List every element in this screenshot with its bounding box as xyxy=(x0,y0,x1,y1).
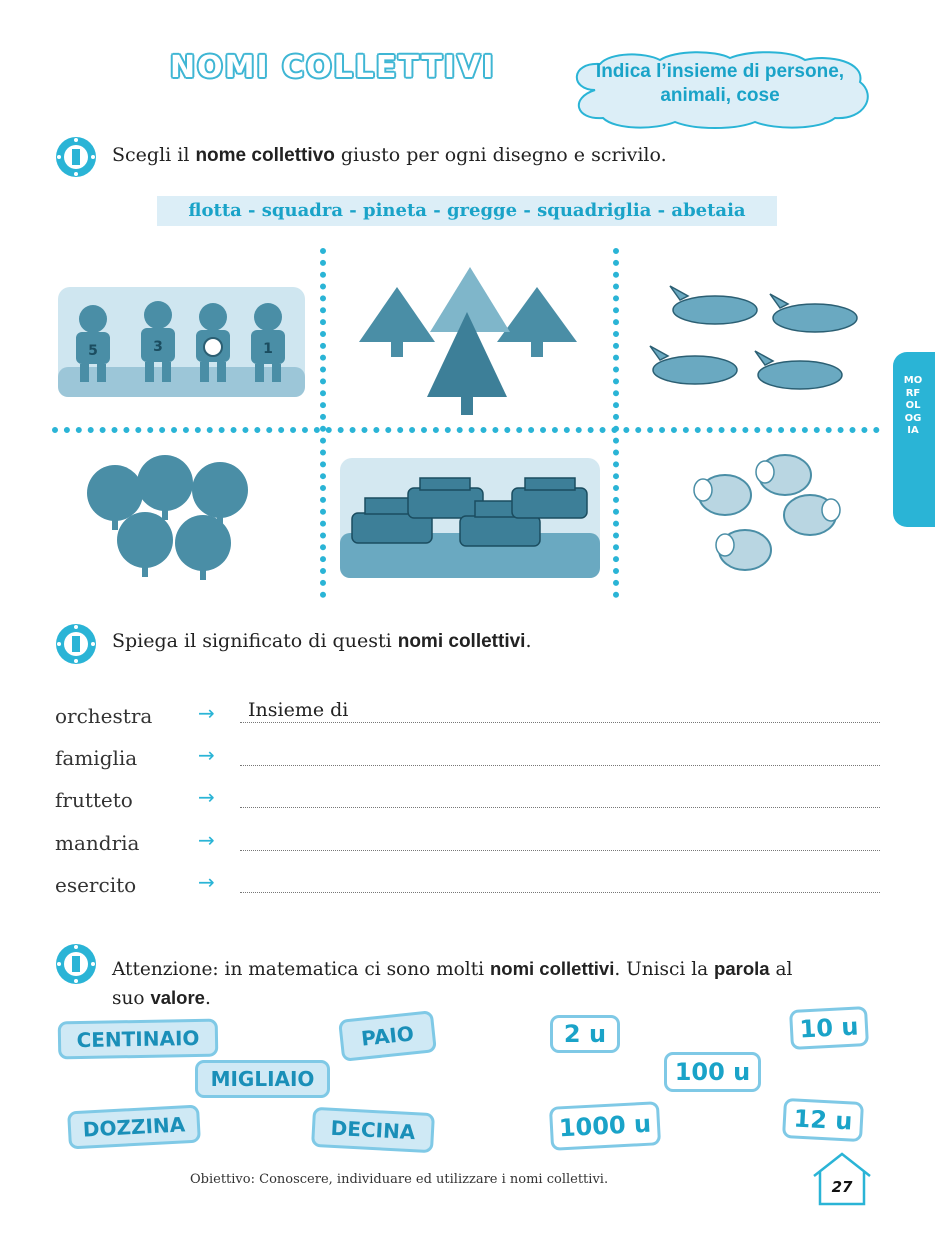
value-card-2u[interactable]: 2 u xyxy=(550,1015,620,1053)
arrow-icon: → xyxy=(198,701,215,725)
jersey-number: 5 xyxy=(88,343,98,359)
word-card-migliaio[interactable]: MIGLIAIO xyxy=(195,1060,330,1098)
team-illustration xyxy=(58,287,305,397)
arrow-icon: → xyxy=(198,828,215,852)
fleet-illustration xyxy=(340,458,600,578)
value-card-10u[interactable]: 10 u xyxy=(789,1006,869,1050)
value-card-1000u[interactable]: 1000 u xyxy=(549,1101,661,1151)
word-card-paio[interactable]: PAIO xyxy=(338,1010,437,1062)
section-tab-label: MORFOLOGIA xyxy=(903,375,923,436)
fir-trees-illustration xyxy=(355,262,580,417)
arrow-icon: → xyxy=(198,870,215,894)
grid-divider xyxy=(613,248,619,598)
airplanes-illustration xyxy=(640,280,870,405)
exercise-icon xyxy=(55,943,97,985)
exercise3-instruction: Attenzione: in matematica ci sono molti nomi collettivi. Unisci la parola al suo valore. xyxy=(112,958,793,1009)
exercise1-instruction: Scegli il nome collettivo giusto per ogni disegno e scrivilo. xyxy=(112,144,667,166)
collective-noun: esercito xyxy=(55,873,137,897)
definition-text: Indica l’insieme di persone, animali, cose xyxy=(595,61,845,106)
arrow-icon: → xyxy=(198,743,215,767)
page-number: 27 xyxy=(831,1178,853,1196)
word-card-dozzina[interactable]: DOZZINA xyxy=(67,1105,201,1150)
answer-text: Insieme di xyxy=(248,699,349,721)
exercise-icon xyxy=(55,623,97,665)
collective-noun: frutteto xyxy=(55,788,133,812)
answer-line[interactable] xyxy=(240,765,880,766)
exercise-icon xyxy=(55,136,97,178)
value-card-100u[interactable]: 100 u xyxy=(664,1052,761,1092)
answer-line[interactable] xyxy=(240,850,880,851)
answer-line[interactable] xyxy=(240,807,880,808)
word-bank: flotta - squadra - pineta - gregge - squadriglia - abetaia xyxy=(157,196,777,226)
grid-divider xyxy=(52,427,880,433)
collective-noun: mandria xyxy=(55,831,140,855)
jersey-number: 1 xyxy=(263,341,273,357)
answer-line[interactable] xyxy=(240,722,880,723)
page-title: NOMI COLLETTIVI xyxy=(170,50,496,85)
answer-line[interactable] xyxy=(240,892,880,893)
word-card-decina[interactable]: DECINA xyxy=(311,1107,435,1153)
grid-divider xyxy=(320,248,326,598)
jersey-number: 3 xyxy=(153,339,163,355)
word-card-centinaio[interactable]: CENTINAIO xyxy=(58,1019,219,1060)
flock-illustration xyxy=(685,450,850,585)
collective-noun: orchestra xyxy=(55,704,153,728)
objective-footer: Obiettivo: Conoscere, individuare ed utilizzare i nomi collettivi. xyxy=(190,1172,609,1187)
exercise2-instruction: Spiega il significato di questi nomi collettivi. xyxy=(112,630,532,652)
collective-noun: famiglia xyxy=(55,746,138,770)
arrow-icon: → xyxy=(198,785,215,809)
value-card-12u[interactable]: 12 u xyxy=(782,1098,864,1142)
pine-grove-illustration xyxy=(85,455,255,580)
